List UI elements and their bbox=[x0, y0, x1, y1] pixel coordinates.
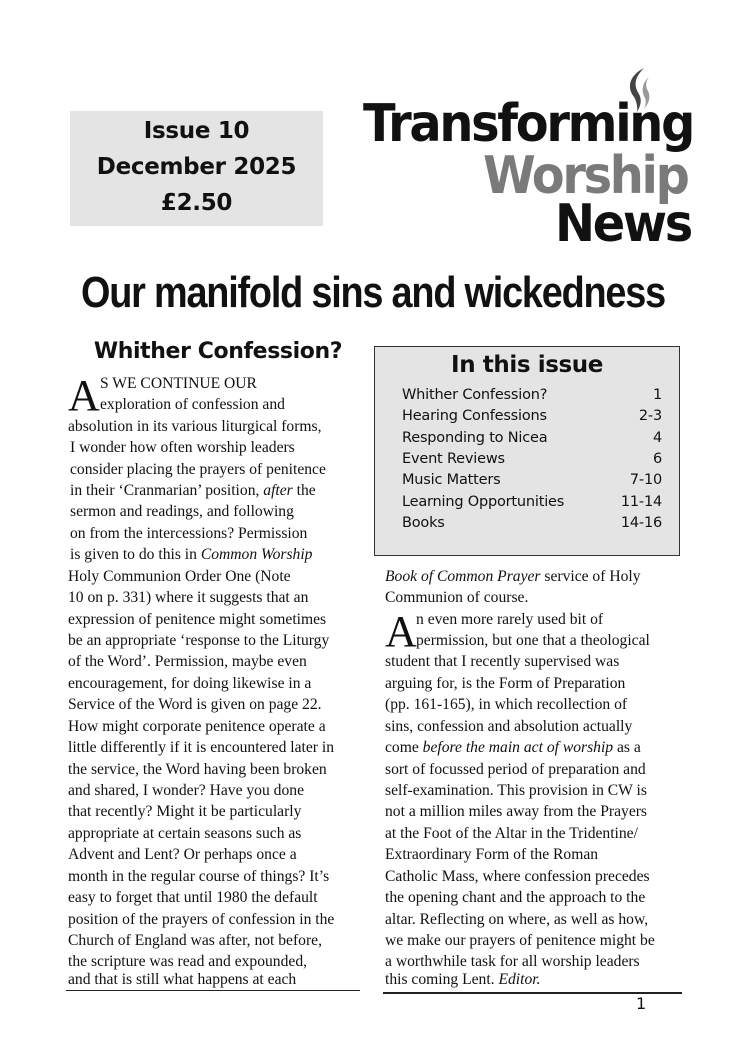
toc-item[interactable]: Responding to Nicea 4 bbox=[402, 430, 662, 446]
text-line: permission, but one that a theological bbox=[416, 632, 650, 649]
article-title: Whither Confession? bbox=[93, 339, 343, 364]
table-of-contents bbox=[374, 346, 680, 556]
text-line: (pp. 161-165), in which recollection of bbox=[385, 696, 628, 713]
text-line: sort of focussed period of preparation and bbox=[385, 761, 646, 778]
issue-date: December 2025 bbox=[96, 154, 297, 180]
text-line: student that I recently supervised was bbox=[385, 653, 620, 670]
text-line: exploration of confession and bbox=[100, 396, 285, 413]
toc-title: In this issue bbox=[451, 352, 603, 378]
text-line: that recently? Might it be particularly bbox=[68, 803, 302, 820]
text-line: the service, the Word having been broken bbox=[68, 761, 327, 778]
issue-price: £2.50 bbox=[160, 190, 233, 216]
toc-item[interactable]: Music Matters 7-10 bbox=[402, 472, 662, 488]
text-line: self-examination. This provision in CW is bbox=[385, 782, 647, 799]
text-line: encouragement, for doing likewise in a bbox=[68, 675, 312, 692]
text-line: we make our prayers of penitence might be bbox=[385, 932, 655, 949]
text-line: be an appropriate ‘response to the Liturgy bbox=[68, 632, 330, 649]
text-line: 10 on p. 331) where it suggests that an bbox=[68, 589, 309, 606]
text-line: expression of penitence might sometimes bbox=[68, 611, 327, 628]
toc-item[interactable]: Whither Confession? 1 bbox=[402, 387, 662, 403]
logo-news: News bbox=[555, 194, 691, 254]
right-dropcap: A bbox=[385, 607, 417, 656]
text-line: come before the main act of worship as a bbox=[385, 739, 641, 756]
text-line: this coming Lent. Editor. bbox=[385, 971, 541, 988]
text-line: Communion of course. bbox=[385, 589, 529, 606]
page-number: 1 bbox=[636, 994, 647, 1013]
logo-transforming: Transforming bbox=[363, 94, 694, 154]
text-line: of the Word’. Permission, maybe even bbox=[68, 653, 307, 670]
text-line: on from the intercessions? Permission bbox=[70, 525, 308, 542]
text-line: and that is still what happens at each bbox=[68, 971, 297, 988]
text-line: How might corporate penitence operate a bbox=[68, 718, 326, 735]
page-headline: Our manifold sins and wickedness bbox=[81, 268, 665, 317]
text-line: Service of the Word is given on page 22. bbox=[68, 696, 322, 713]
text-line: is given to do this in Common Worship bbox=[70, 546, 313, 563]
text-line: month in the regular course of things? It’s bbox=[68, 868, 330, 885]
text-line: sins, confession and absolution actually bbox=[385, 718, 633, 735]
toc-item[interactable]: Event Reviews 6 bbox=[402, 451, 662, 467]
text-line: I wonder how often worship leaders bbox=[70, 439, 295, 456]
text-line: sermon and readings, and following bbox=[70, 503, 294, 520]
issue-info-box bbox=[70, 111, 323, 226]
text-line: a worthwhile task for all worship leaders bbox=[385, 953, 640, 970]
text-line: and shared, I wonder? Have you done bbox=[68, 782, 304, 799]
text-line: Advent and Lent? Or perhaps once a bbox=[68, 846, 297, 863]
toc-item[interactable]: Books 14-16 bbox=[402, 515, 662, 531]
text-line: Catholic Mass, where confession precedes bbox=[385, 868, 650, 885]
text-line: S WE CONTINUE OUR bbox=[100, 375, 257, 392]
toc-item[interactable]: Hearing Confessions 2-3 bbox=[402, 408, 662, 424]
text-line: appropriate at certain seasons such as bbox=[68, 825, 302, 842]
text-line: Church of England was after, not before, bbox=[68, 932, 322, 949]
left-dropcap: A bbox=[68, 371, 100, 420]
text-line: absolution in its various liturgical forms, bbox=[68, 418, 322, 435]
text-line: arguing for, is the Form of Preparation bbox=[385, 675, 626, 692]
toc-item[interactable]: Learning Opportunities 11-14 bbox=[402, 494, 662, 510]
logo-worship: Worship bbox=[483, 146, 688, 206]
text-line: n even more rarely used bit of bbox=[416, 611, 604, 628]
text-line: little differently if it is encountered later in bbox=[68, 739, 335, 756]
text-line: Book of Common Prayer service of Holy bbox=[385, 568, 641, 585]
text-line: Extraordinary Form of the Roman bbox=[385, 846, 599, 863]
text-line: Holy Communion Order One (Note bbox=[68, 568, 291, 585]
text-line: in their ‘Cranmarian’ position, after the bbox=[70, 482, 316, 499]
text-line: the scripture was read and expounded, bbox=[68, 953, 308, 970]
left-column-rule bbox=[66, 990, 360, 991]
text-line: the opening chant and the approach to the bbox=[385, 889, 646, 906]
issue-number: Issue 10 bbox=[143, 118, 250, 144]
text-line: easy to forget that until 1980 the default bbox=[68, 889, 318, 906]
text-line: at the Foot of the Altar in the Tridentine/ bbox=[385, 825, 638, 842]
text-line: not a million miles away from the Prayers bbox=[385, 803, 648, 820]
text-line: altar. Reflecting on where, as well as how, bbox=[385, 911, 649, 928]
text-line: consider placing the prayers of penitence bbox=[70, 461, 326, 478]
text-line: position of the prayers of confession in the bbox=[68, 911, 335, 928]
